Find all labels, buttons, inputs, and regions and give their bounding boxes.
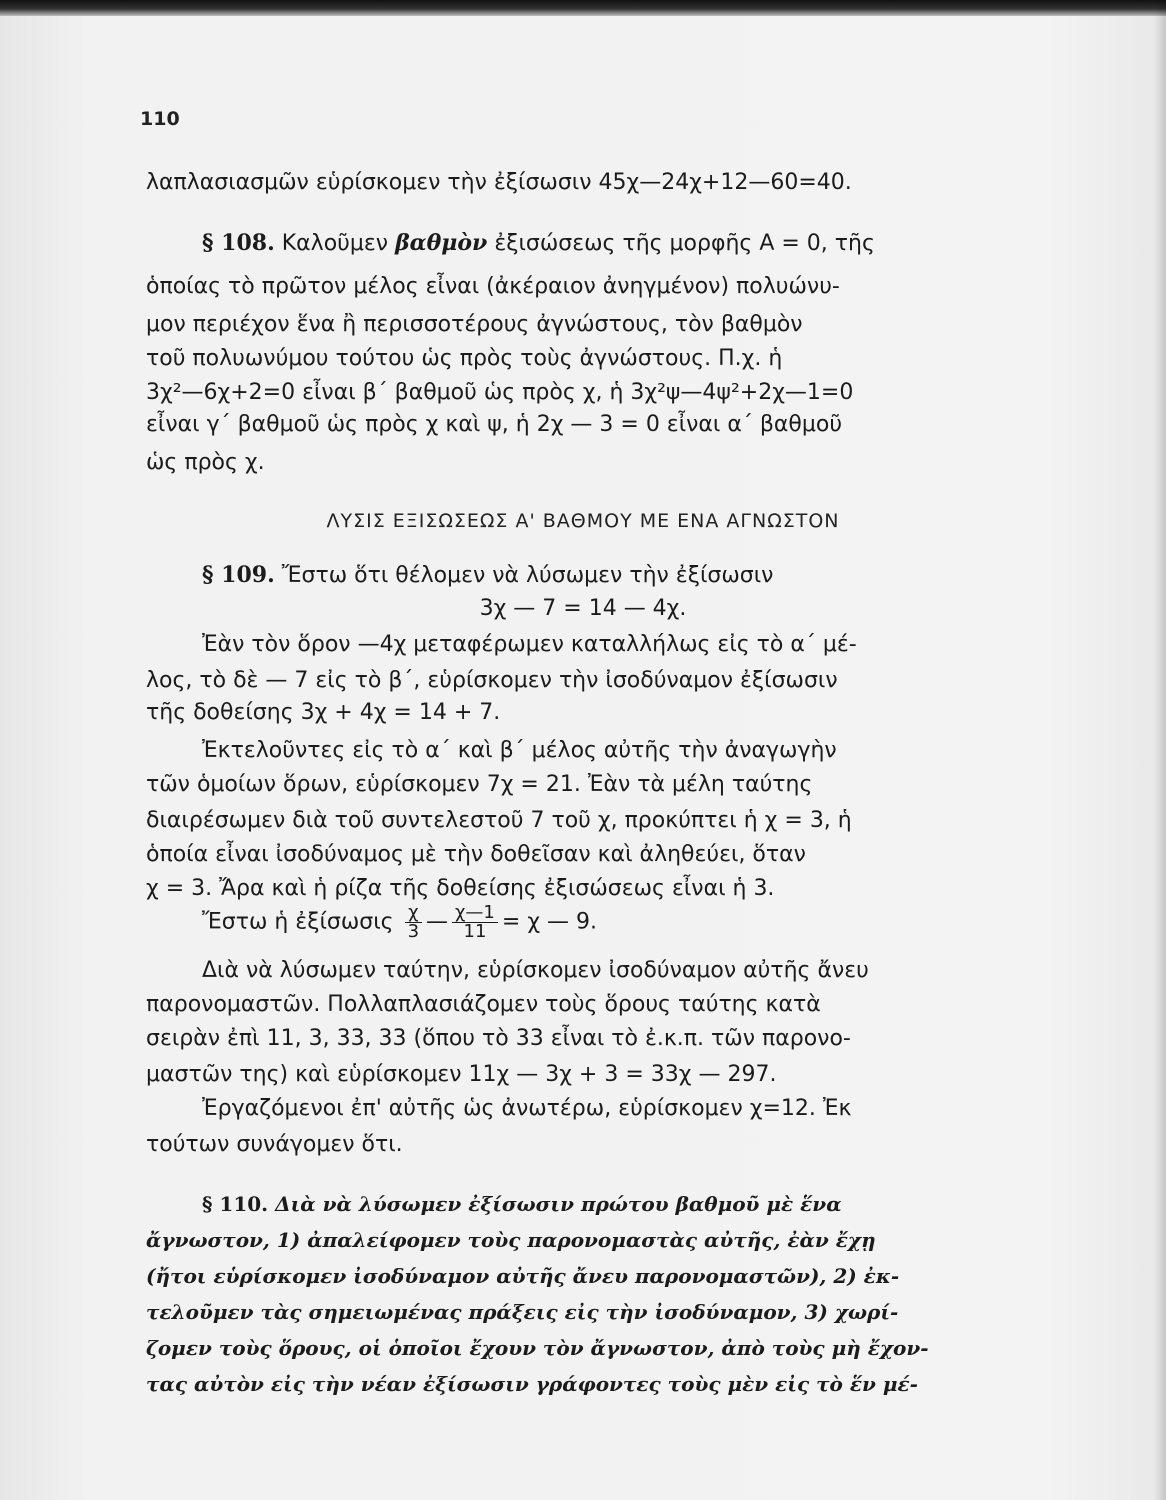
fraction-2-numerator: χ—1 bbox=[452, 904, 498, 923]
section-110-line-5: ζομεν τοὺς ὅρους, οἱ ὁποῖοι ἔχουν τὸν ἄγνωστον, ἀπὸ τοὺς μὴ ἔχον- bbox=[146, 1336, 929, 1360]
section-109-line-5: Ἐκτελοῦντες εἰς τὸ α΄ καὶ β΄ μέλος αὐτῆς τὴν ἀναγωγὴν bbox=[202, 738, 837, 763]
section-109-line-9: χ = 3. Ἄρα καὶ ἡ ρίζα τῆς δοθείσης ἐξισώσεως εἶναι ἡ 3. bbox=[146, 876, 775, 901]
section-108-line-5: 3χ²—6χ+2=0 εἶναι β΄ βαθμοῦ ὡς πρὸς χ, ἡ 3χ²ψ—4ψ²+2χ—1=0 bbox=[146, 380, 854, 405]
paragraph-line: λαπλασιασμῶν εὑρίσκομεν τὴν ἐξίσωσιν 45χ—24χ+12—60=40. bbox=[146, 170, 852, 195]
section-108-line-4: τοῦ πολυωνύμου τούτου ὡς πρὸς τοὺς ἀγνώστους. Π.χ. ἡ bbox=[146, 346, 783, 371]
section-109-line-15: Ἐργαζόμενοι ἐπ' αὐτῆς ὡς ἀνωτέρω, εὑρίσκομεν χ=12. Ἐκ bbox=[202, 1096, 852, 1121]
section-108-line-3: μον περιέχον ἕνα ἢ περισσοτέρους ἀγνώστους, τὸν βαθμὸν bbox=[146, 312, 803, 337]
fraction-line-prefix: Ἔστω ἡ ἐξίσωσις bbox=[202, 909, 394, 935]
fraction-2-denominator: 11 bbox=[463, 921, 487, 942]
section-109-line-13: σειρὰν ἐπὶ 11, 3, 33, 33 (ὅπου τὸ 33 εἶναι τὸ ἐ.κ.π. τῶν παρονο- bbox=[146, 1026, 851, 1051]
section-108-text: Καλοῦμεν bbox=[274, 231, 396, 256]
section-109-line-12: παρονομαστῶν. Πολλαπλασιάζομεν τοὺς ὅρους ταύτης κατὰ bbox=[146, 992, 821, 1017]
section-109-line-16: τούτων συνάγομεν ὅτι. bbox=[146, 1132, 403, 1157]
section-108-line-1 bbox=[146, 228, 1130, 259]
section-108-line-6: εἶναι γ΄ βαθμοῦ ὡς πρὸς χ καὶ ψ, ἡ 2χ — 3 = 0 εἶναι α΄ βαθμοῦ bbox=[146, 412, 843, 437]
section-109-line-2: Ἐὰν τὸν ὅρον —4χ μεταφέρωμεν καταλλήλως εἰς τὸ α΄ μέ- bbox=[202, 632, 857, 657]
fraction-1-numerator: χ bbox=[405, 904, 422, 923]
section-109-line-1 bbox=[146, 560, 1130, 591]
section-109-line-11: Διὰ νὰ λύσωμεν ταύτην, εὑρίσκομεν ἰσοδύναμον αὐτῆς ἄνευ bbox=[202, 958, 869, 983]
section-110-line-3: (ἤτοι εὑρίσκομεν ἰσοδύναμον αὐτῆς ἄνευ παρονομαστῶν), 2) ἐκ- bbox=[146, 1264, 900, 1288]
minus-sign: — bbox=[426, 909, 449, 935]
section-heading: ΛΥΣΙΣ ΕΞΙΣΩΣΕΩΣ Α' ΒΑΘΜΟΥ ΜΕ ΕΝΑ ΑΓΝΩΣΤΟΝ bbox=[326, 510, 840, 532]
section-108-line-7: ὡς πρὸς χ. bbox=[146, 450, 265, 475]
section-108-term: βαθμὸν bbox=[395, 230, 488, 256]
section-109-text: Ἔστω ὅτι θέλομεν νὰ λύσωμεν τὴν ἐξίσωσιν bbox=[274, 563, 774, 588]
section-110-line-6: τας αὐτὸν εἰς τὴν νέαν ἐξίσωσιν γράφοντες τοὺς μὲν εἰς τὸ ἕν μέ- bbox=[146, 1372, 918, 1396]
section-109-line-14: μαστῶν της) καὶ εὑρίσκομεν 11χ — 3χ + 3 = 33χ — 297. bbox=[146, 1062, 777, 1087]
fraction-x-minus-1-over-11 bbox=[452, 904, 498, 941]
section-109-line-3: λος, τὸ δὲ — 7 εἰς τὸ β΄, εὑρίσκομεν τὴν ἰσοδύναμον ἐξίσωσιν bbox=[146, 668, 838, 693]
section-109-line-4: τῆς δοθείσης 3χ + 4χ = 14 + 7. bbox=[146, 700, 501, 725]
section-109-line-8: ὁποία εἶναι ἰσοδύναμος μὲ τὴν δοθεῖσαν καὶ ἀληθεύει, ὅταν bbox=[146, 842, 806, 867]
section-110-line-2: ἄγνωστον, 1) ἀπαλείφομεν τοὺς παρονομαστὰς αὐτῆς, ἐὰν ἔχῃ bbox=[146, 1228, 876, 1252]
scan-top-edge bbox=[0, 0, 1166, 16]
section-109-line-6: τῶν ὁμοίων ὅρων, εὑρίσκομεν 7χ = 21. Ἐὰν τὰ μέλη ταύτης bbox=[146, 772, 813, 797]
scan-right-edge bbox=[1154, 0, 1166, 1500]
section-108-line-2: ὁποίας τὸ πρῶτον μέλος εἶναι (ἀκέραιον ἀνηγμένον) πολυώνυ- bbox=[146, 274, 840, 299]
section-108-text-2: ἐξισώσεως τῆς μορφῆς Α = 0, τῆς bbox=[487, 231, 875, 256]
section-110-mark: § 110. bbox=[202, 1192, 269, 1216]
fraction-x-over-3 bbox=[405, 904, 422, 941]
section-110-line-4: τελοῦμεν τὰς σημειωμένας πράξεις εἰς τὴν ἰσοδύναμον, 3) χωρί- bbox=[146, 1300, 899, 1324]
section-109-mark: § 109. bbox=[202, 562, 275, 588]
section-108-mark: § 108. bbox=[202, 230, 275, 256]
fraction-1-denominator: 3 bbox=[407, 921, 420, 942]
section-110-text: Διὰ νὰ λύσωμεν ἐξίσωσιν πρώτου βαθμοῦ μὲ ἕνα bbox=[268, 1192, 842, 1216]
section-109-fraction-line bbox=[146, 904, 1130, 941]
section-109-line-7: διαιρέσωμεν διὰ τοῦ συντελεστοῦ 7 τοῦ χ, προκύπτει ἡ χ = 3, ἡ bbox=[146, 808, 852, 833]
equation-1: 3χ — 7 = 14 — 4χ. bbox=[479, 596, 687, 621]
page-number: 110 bbox=[140, 108, 180, 130]
section-110-line-1 bbox=[146, 1186, 1130, 1222]
fraction-line-suffix: = χ — 9. bbox=[501, 909, 598, 935]
